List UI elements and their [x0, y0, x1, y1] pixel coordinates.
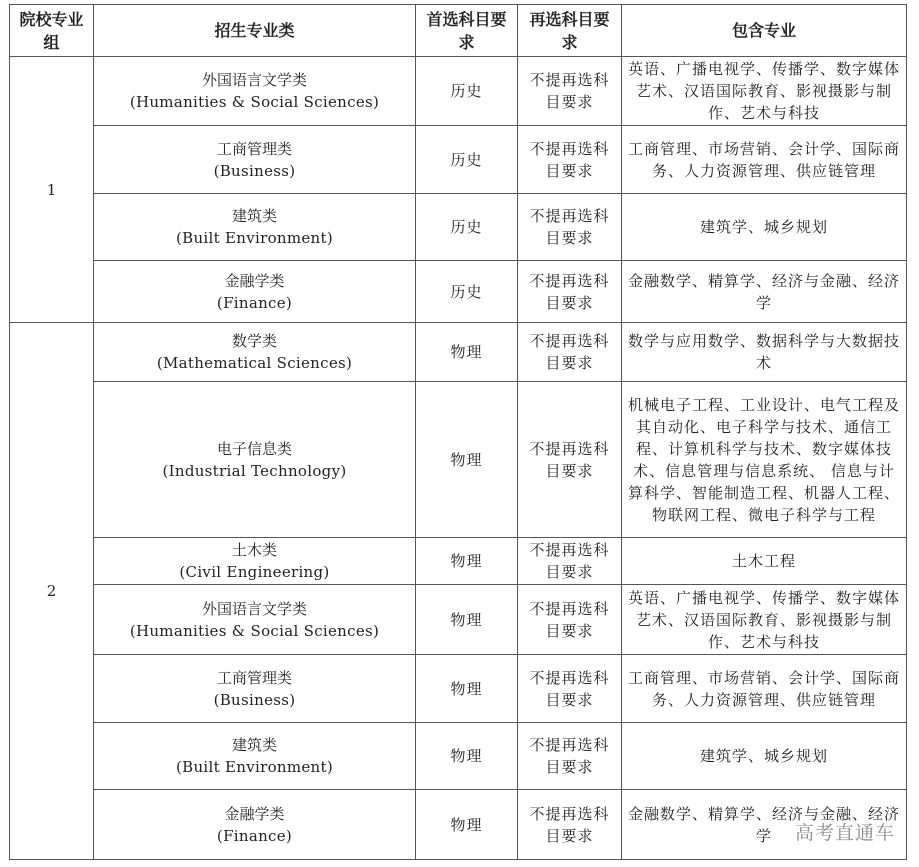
category-en: (Built Environment): [175, 758, 333, 776]
category-en: (Finance): [216, 826, 293, 845]
category-zh: 电子信息类: [216, 439, 292, 458]
category-zh: 工商管理类: [216, 668, 292, 687]
second-subject: 不提再选科目要求: [518, 261, 622, 323]
second-subject: 不提再选科目要求: [518, 126, 622, 194]
second-subject: 不提再选科目要求: [518, 655, 622, 723]
first-subject: 历史: [416, 194, 518, 261]
category-en: (Business): [213, 161, 296, 180]
category-cell: [94, 126, 416, 194]
category-zh: 数学类: [231, 332, 277, 350]
second-subject: 不提再选科目要求: [518, 323, 622, 382]
included-majors: 土木工程: [622, 538, 907, 585]
table-row: [10, 323, 907, 382]
category-zh: 金融学类: [224, 271, 285, 290]
category-zh: 建筑类: [231, 736, 277, 754]
first-subject: 物理: [416, 585, 518, 655]
table-row: [10, 655, 907, 723]
header-first-subject: 首选科目要求: [416, 5, 518, 57]
group-number: 2: [10, 323, 94, 860]
second-subject: 不提再选科目要求: [518, 382, 622, 538]
category-cell: [94, 323, 416, 382]
included-majors: 工商管理、市场营销、会计学、国际商务、人力资源管理、供应链管理: [622, 126, 907, 194]
first-subject: 历史: [416, 57, 518, 126]
header-second-subject: 再选科目要求: [518, 5, 622, 57]
second-subject: 不提再选科目要求: [518, 585, 622, 655]
first-subject: 物理: [416, 538, 518, 585]
category-cell: [94, 790, 416, 860]
included-majors: 数学与应用数学、数据科学与大数据技术: [622, 323, 907, 382]
second-subject: 不提再选科目要求: [518, 723, 622, 790]
first-subject: 物理: [416, 655, 518, 723]
header-category: 招生专业类: [94, 5, 416, 57]
category-cell: [94, 538, 416, 585]
second-subject: 不提再选科目要求: [518, 194, 622, 261]
category-cell: [94, 57, 416, 126]
included-majors: 建筑学、城乡规划: [622, 194, 907, 261]
second-subject: 不提再选科目要求: [518, 538, 622, 585]
category-zh: 建筑类: [231, 207, 277, 225]
second-subject: 不提再选科目要求: [518, 790, 622, 860]
category-en: (Industrial Technology): [162, 461, 347, 480]
group-number: 1: [10, 57, 94, 323]
category-en: (Humanities & Social Sciences): [129, 621, 380, 640]
first-subject: 历史: [416, 126, 518, 194]
category-en: (Built Environment): [175, 229, 333, 247]
first-subject: 物理: [416, 323, 518, 382]
first-subject: 历史: [416, 261, 518, 323]
first-subject: 物理: [416, 382, 518, 538]
category-zh: 外国语言文学类: [201, 599, 307, 618]
category-zh: 工商管理类: [216, 139, 292, 158]
category-en: (Finance): [216, 293, 293, 312]
category-cell: [94, 194, 416, 261]
second-subject: 不提再选科目要求: [518, 57, 622, 126]
watermark: 高考直通车: [794, 822, 895, 844]
header-row: [10, 5, 907, 57]
included-majors: 英语、广播电视学、传播学、数字媒体艺术、汉语国际教育、影视摄影与制作、艺术与科技: [622, 585, 907, 655]
included-majors: 工商管理、市场营销、会计学、国际商务、人力资源管理、供应链管理: [622, 655, 907, 723]
table-row: [10, 790, 907, 860]
table-row: [10, 57, 907, 126]
table-row: [10, 723, 907, 790]
category-en: (Civil Engineering): [179, 563, 330, 581]
category-cell: [94, 382, 416, 538]
included-majors: 金融数学、精算学、经济与金融、经济学: [622, 261, 907, 323]
table-row: [10, 382, 907, 538]
table-row: [10, 126, 907, 194]
included-majors: 机械电子工程、工业设计、电气工程及其自动化、电子科学与技术、通信工程、计算机科学与技术、数字媒体技术、信息管理与信息系统、 信息与计算科学、智能制造工程、机器人工程、物联网工程、微电子科学与工程: [622, 382, 907, 538]
included-majors: 金融数学、精算学、经济与金融、经济学: [622, 790, 907, 860]
category-en: (Mathematical Sciences): [156, 354, 353, 372]
category-cell: [94, 655, 416, 723]
header-group: 院校专业组: [10, 5, 94, 57]
category-zh: 外国语言文学类: [201, 71, 307, 89]
first-subject: 物理: [416, 723, 518, 790]
category-cell: [94, 261, 416, 323]
category-zh: 金融学类: [224, 804, 285, 823]
first-subject: 物理: [416, 790, 518, 860]
table-row: [10, 538, 907, 585]
table-row: [10, 194, 907, 261]
included-majors: 建筑学、城乡规划: [622, 723, 907, 790]
category-en: (Business): [213, 690, 296, 709]
category-zh: 土木类: [231, 541, 277, 559]
category-en: (Humanities & Social Sciences): [129, 93, 380, 111]
category-cell: [94, 585, 416, 655]
category-cell: [94, 723, 416, 790]
included-majors: 英语、广播电视学、传播学、数字媒体艺术、汉语国际教育、影视摄影与制作、艺术与科技: [622, 57, 907, 126]
header-included-majors: 包含专业: [622, 5, 907, 57]
table-row: [10, 261, 907, 323]
admission-majors-table: [9, 4, 907, 860]
table-row: [10, 585, 907, 655]
